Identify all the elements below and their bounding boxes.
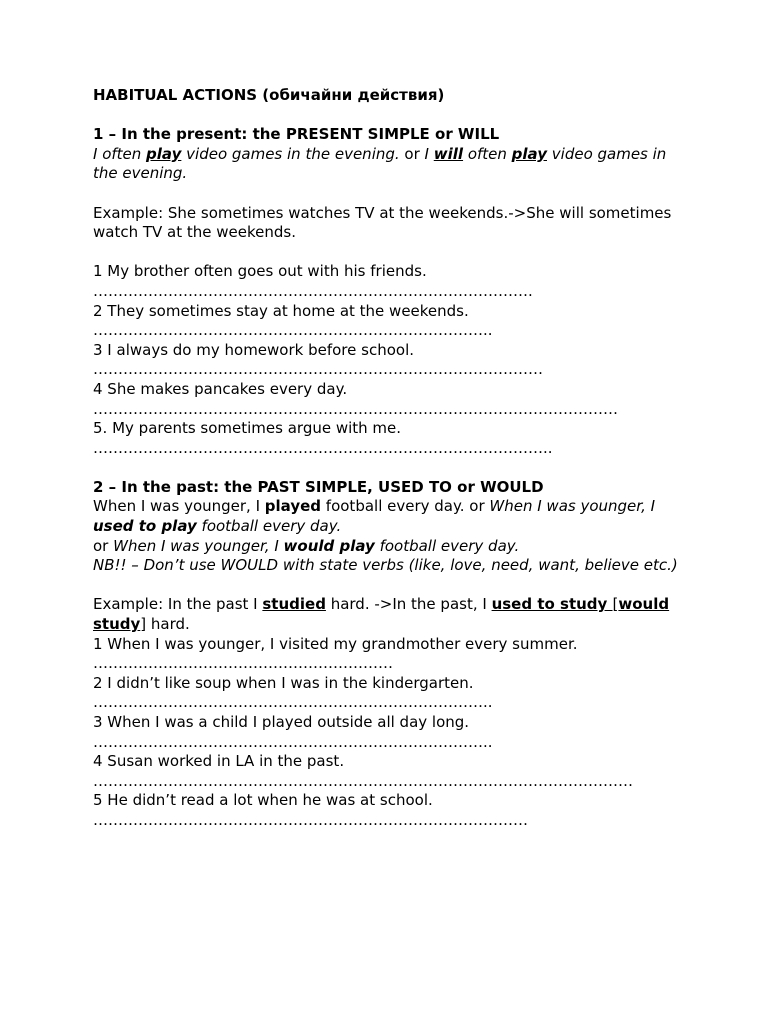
example-text: hard. ->In the past, I [325,595,492,614]
emphasis-would-play: would play [283,536,375,555]
intro-text: When I was younger, I [489,497,656,516]
intro-text: football every day. [374,536,520,555]
emphasis-would-study: would study [93,595,670,634]
section2-heading: 2 – In the past: the PAST SIMPLE, USED TO or WOULD [93,477,544,496]
worksheet [93,86,693,831]
exercise-sentence: 4 Susan worked in LA in the past. [93,752,345,771]
exercise-sentence: 1 When I was younger, I visited my grandmother every summer. [93,634,578,653]
emphasis-play: play [511,144,547,163]
intro-text: I [424,144,434,163]
answer-line[interactable]: …………………………………………………………………………… [93,810,528,829]
answer-line[interactable]: ……………………………………………………………………………. [93,281,533,300]
intro-text: When I was younger, I [113,536,284,555]
answer-line[interactable]: …………………………………………………………………….. [93,321,493,340]
emphasis-will: will [433,144,464,163]
section2-intro-alt [93,537,693,557]
exercise-sentence: 3 When I was a child I played outside all day long. [93,713,470,731]
example-text: ] hard. [140,615,190,634]
example-text: [ [612,595,619,614]
answer-line[interactable]: …………………………………………………… [93,654,393,673]
answer-line[interactable]: …………………………………………………………………….. [93,732,493,751]
example-text: Example: In the past I [93,595,263,614]
page-title: HABITUAL ACTIONS (обичайни действия) [93,86,445,104]
intro-text: I often [93,144,147,163]
emphasis-played: played [264,497,322,516]
exercise-sentence: 2 They sometimes stay at home at the weekends. [93,301,469,320]
answer-line[interactable]: ……………………………………………………………………………… [93,360,543,379]
emphasis-studied: studied [262,595,326,614]
section2-exercise-list [93,635,693,831]
answer-line[interactable]: ……………………………………………………………………………….. [93,438,553,457]
intro-text: often [463,144,512,163]
exercise-sentence: 2 I didn’t like soup when I was in the kindergarten. [93,673,474,692]
section2-note: NB!! – Don’t use WOULD with state verbs (like, love, need, want, believe etc.) [93,556,678,575]
emphasis-used-to-study: used to study [491,595,613,614]
intro-text: football every day. or [321,497,490,516]
section1-heading: 1 – In the present: the PRESENT SIMPLE or WILL [93,125,500,144]
spacer [93,184,693,204]
section2-example [93,595,693,634]
emphasis-used-to-play: used to play [93,517,197,536]
spacer [93,106,693,126]
section2-intro [93,497,693,536]
section1-intro [93,145,693,184]
exercise-sentence: 5. My parents sometimes argue with me. [93,419,402,438]
intro-text: video games in the evening. [93,144,667,183]
exercise-sentence: 1 My brother often goes out with his friends. [93,262,427,281]
spacer [93,576,693,596]
spacer [93,243,693,263]
answer-line[interactable]: …………………………………………………………………….. [93,693,493,712]
emphasis-play: play [146,144,182,163]
spacer [93,458,693,478]
intro-text: When I was younger, I [93,497,265,516]
intro-or: or [399,144,425,163]
section1-example: Example: She sometimes watches TV at the weekends.->She will sometimes watch TV at the weekends. [93,203,672,242]
intro-text: video games in the evening. [181,144,400,163]
intro-text: football every day. [196,517,342,536]
answer-line[interactable]: ……………………………………………………………………………………………… [93,771,633,790]
section1-exercise-list [93,262,693,458]
exercise-sentence: 4 She makes pancakes every day. [93,379,348,398]
exercise-sentence: 5 He didn’t read a lot when he was at school. [93,791,433,810]
intro-text: or [93,536,114,555]
answer-line[interactable]: …………………………………………………………………………………………… [93,399,618,418]
exercise-sentence: 3 I always do my homework before school. [93,340,414,359]
